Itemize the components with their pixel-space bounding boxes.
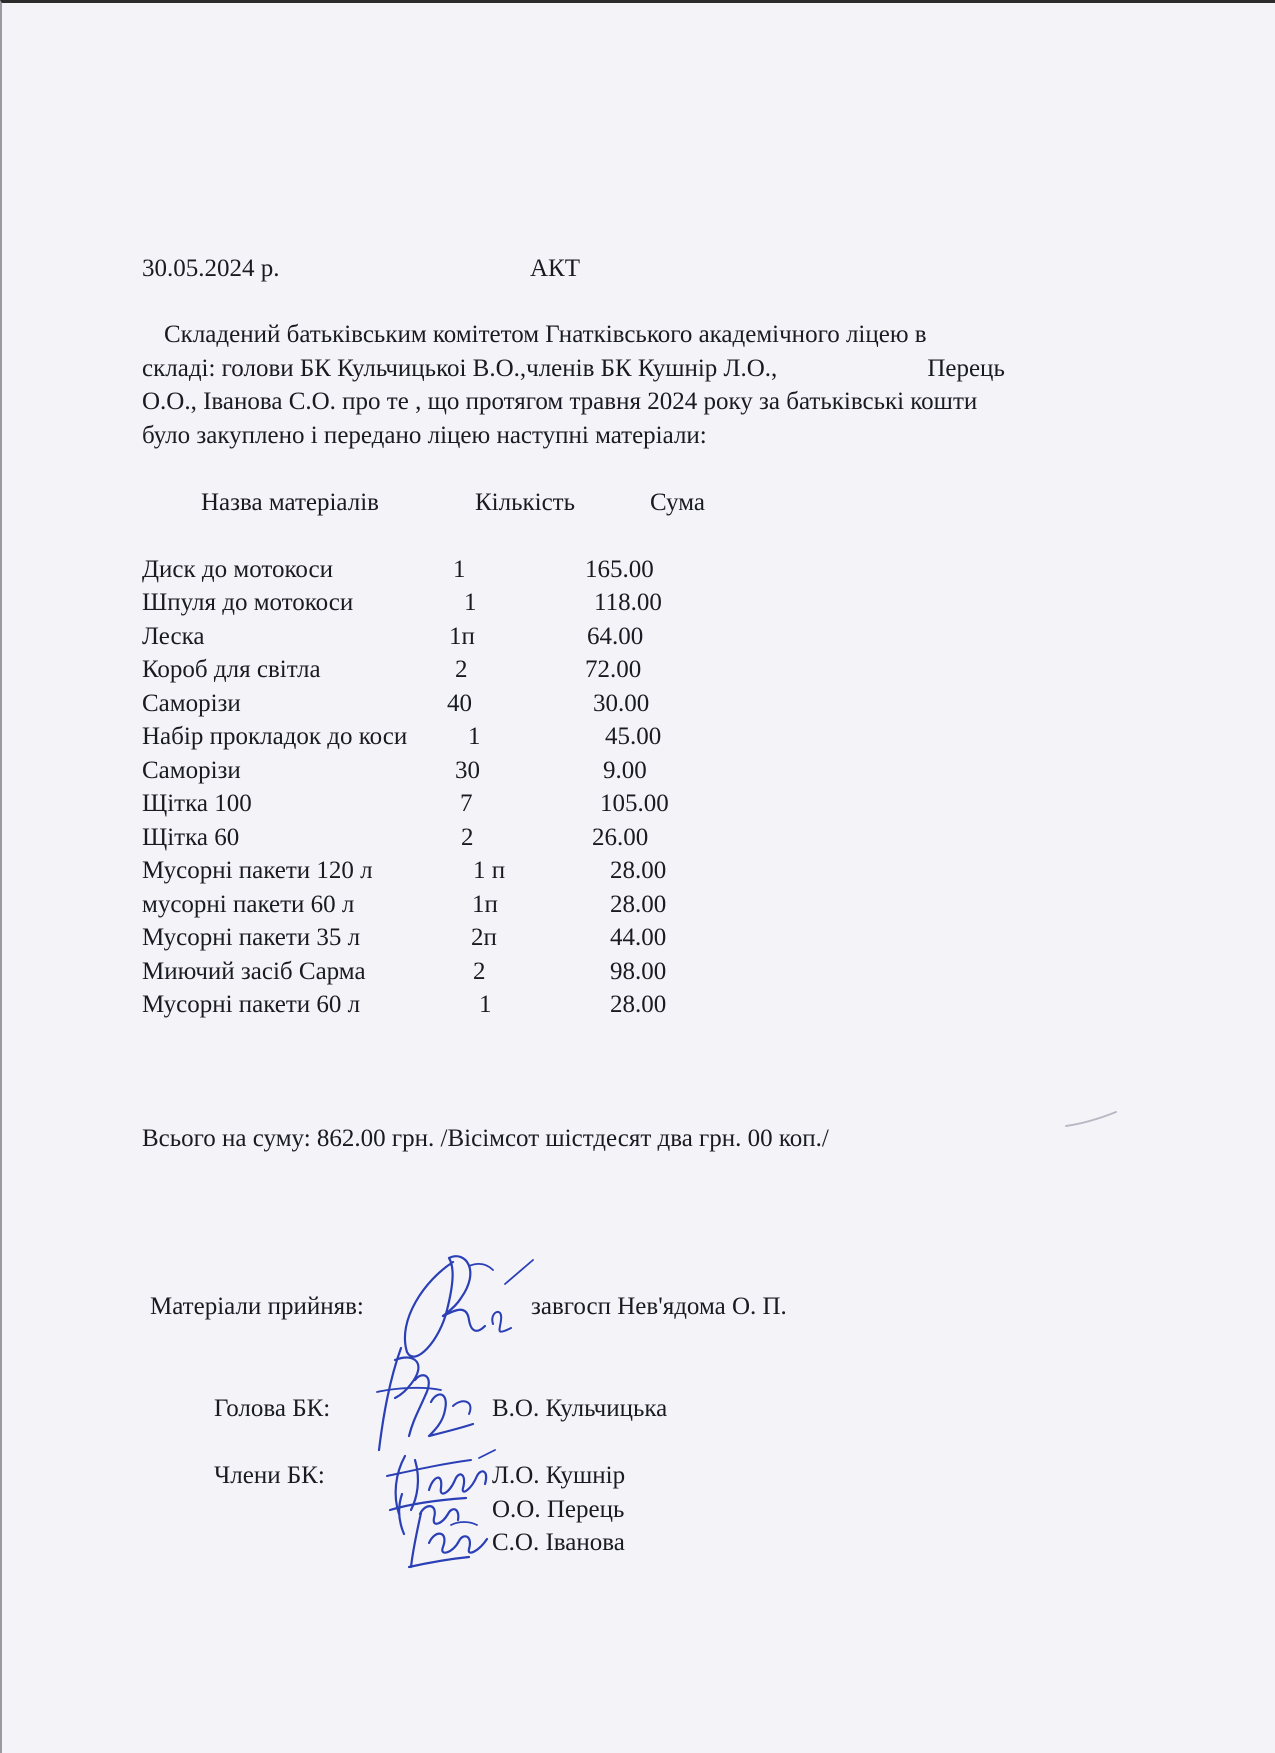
row-qty: 1 (468, 723, 481, 750)
row-sum: 98.00 (610, 958, 667, 985)
row-qty: 1 п (473, 857, 506, 884)
table-row (142, 720, 842, 754)
row-sum: 26.00 (592, 824, 649, 851)
intro-line-2 (142, 352, 1147, 386)
row-name: Шпуля до мотокоси (142, 589, 354, 616)
column-header-name: Назва матеріалів (201, 489, 379, 516)
row-name: Леска (142, 623, 205, 650)
row-name: Саморізи (142, 690, 241, 717)
row-qty: 1 (464, 589, 477, 616)
table-header (142, 486, 842, 520)
table-row (142, 586, 842, 620)
row-name: Диск до мотокоси (142, 556, 333, 583)
row-name: Щітка 100 (142, 790, 252, 817)
row-sum: 30.00 (593, 690, 650, 717)
head-label: Голова БК: (214, 1395, 331, 1422)
table-row (142, 687, 842, 721)
row-name: Короб для світла (142, 656, 321, 683)
table-row (142, 988, 842, 1022)
intro-line-2b: Перець (927, 354, 1005, 382)
table-row (142, 854, 842, 888)
row-name: мусорні пакети 60 л (142, 891, 355, 918)
row-qty: 1п (449, 623, 475, 650)
received-label: Матеріали прийняв: (150, 1293, 364, 1320)
table-row (142, 754, 842, 788)
row-sum: 165.00 (585, 556, 654, 583)
row-qty: 1 (479, 991, 492, 1018)
row-name: Щітка 60 (142, 824, 240, 851)
row-qty: 2 (461, 824, 474, 851)
member-name: Л.О. Кушнір (492, 1462, 626, 1489)
row-name: Миючий засіб Сарма (142, 958, 366, 985)
table-row (142, 821, 842, 855)
signature-member-ivanova (395, 1505, 505, 1575)
document-date: 30.05.2024 р. (142, 255, 280, 282)
document-title: АКТ (530, 255, 580, 282)
row-name: Набір прокладок до коси (142, 723, 408, 750)
row-qty: 2п (471, 924, 497, 951)
row-qty: 1 (453, 556, 466, 583)
row-qty: 40 (447, 690, 472, 717)
row-qty: 2 (455, 656, 468, 683)
row-sum: 28.00 (610, 991, 667, 1018)
row-qty: 30 (455, 757, 480, 784)
row-sum: 9.00 (603, 757, 647, 784)
row-name: Мусорні пакети 35 л (142, 924, 361, 951)
row-sum: 44.00 (610, 924, 667, 951)
intro-line-2a: складі: голови БК Кульчицькоі В.О.,членів БК Кушнір Л.О., (142, 354, 778, 382)
row-name: Саморізи (142, 757, 241, 784)
table-row (142, 888, 842, 922)
row-sum: 28.00 (610, 891, 667, 918)
table-row (142, 955, 842, 989)
row-sum: 105.00 (600, 790, 669, 817)
intro-paragraph (142, 318, 1147, 452)
row-sum: 72.00 (585, 656, 642, 683)
paper-smudge (1062, 1108, 1122, 1132)
row-qty: 1п (472, 891, 498, 918)
received-name: завгосп Нев'ядома О. П. (531, 1293, 787, 1320)
column-header-sum: Сума (650, 489, 705, 516)
row-sum: 64.00 (587, 623, 644, 650)
table-row (142, 921, 842, 955)
row-sum: 28.00 (610, 857, 667, 884)
members-label: Члени БК: (214, 1462, 325, 1489)
table-row (142, 653, 842, 687)
table-row (142, 787, 842, 821)
table-row (142, 553, 842, 587)
table-row (142, 620, 842, 654)
row-sum: 118.00 (594, 589, 662, 616)
row-name: Мусорні пакети 120 л (142, 857, 373, 884)
total-sum: Всього на суму: 862.00 грн. /Вісімсот шістдесят два грн. 00 коп./ (142, 1125, 829, 1152)
row-qty: 7 (460, 790, 473, 817)
row-name: Мусорні пакети 60 л (142, 991, 361, 1018)
head-name: В.О. Кульчицька (492, 1395, 668, 1422)
intro-line-3: О.О., Іванова С.О. про те , що протягом травня 2024 року за батьківські кошти (142, 388, 978, 415)
intro-line-4: було закуплено і передано ліцею наступні матеріали: (142, 421, 707, 449)
member-name: С.О. Іванова (492, 1529, 625, 1556)
row-sum: 45.00 (605, 723, 662, 750)
intro-line-1: Складений батьківським комітетом Гнатківського академічного ліцею в (164, 321, 927, 348)
member-name: О.О. Перець (492, 1496, 625, 1523)
row-qty: 2 (473, 958, 486, 985)
column-header-qty: Кількість (475, 489, 576, 516)
